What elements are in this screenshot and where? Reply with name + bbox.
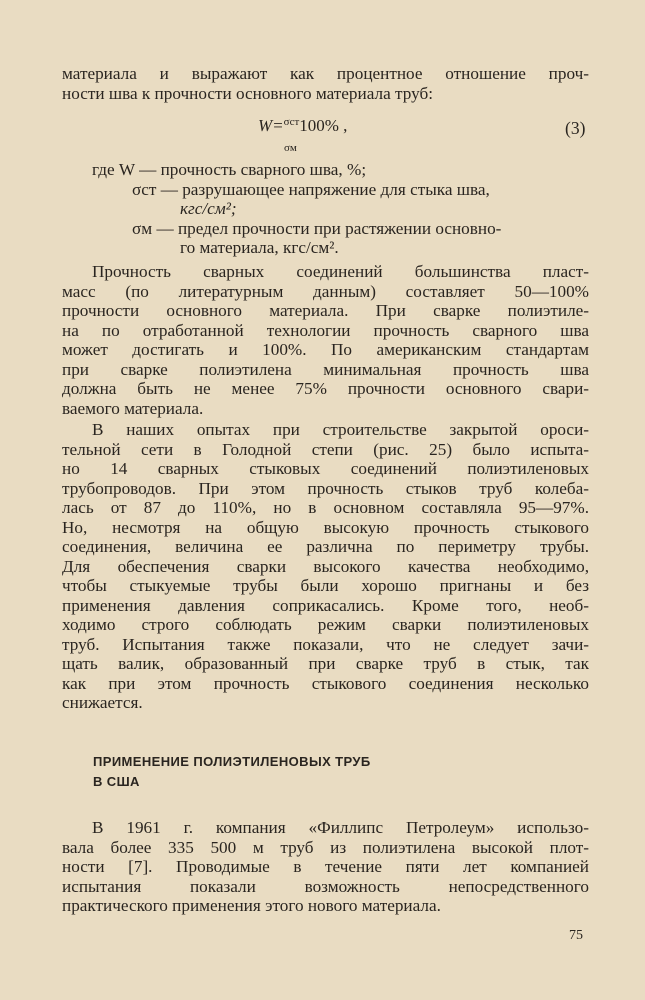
text-line: вала более 335 500 м труб из полиэтилена высокой плот- <box>62 837 589 857</box>
text-line: щать валик, образованный при сварке труб в стык, так <box>62 654 589 673</box>
formula-lhs: W= <box>258 116 284 135</box>
text-line: труб. Испытания также показали, что не следует зачи- <box>62 634 589 654</box>
text-line: лась от 87 до 110%, но в основном составляла 95—97%. <box>62 498 589 517</box>
definition-item <box>92 219 589 239</box>
definition-item <box>92 160 589 180</box>
definition-text: — предел прочности при растяжении основно- <box>156 218 502 238</box>
text-line: при сварке полиэтилена минимальная прочность шва <box>62 359 589 379</box>
section-heading-line: ПРИМЕНЕНИЕ ПОЛИЭТИЛЕНОВЫХ ТРУБ <box>93 754 371 769</box>
text-line: прочности основного материала. При сварке полиэтиле- <box>62 301 589 320</box>
paragraph-1 <box>62 262 589 418</box>
text-line: Но, несмотря на общую высокую прочность стыкового <box>62 517 589 537</box>
definition-symbol: где W <box>92 160 135 179</box>
section-heading <box>93 752 371 792</box>
definition-symbol: σст <box>132 179 157 199</box>
equation-number: (3) <box>565 118 586 138</box>
text-line: применения давления соприкасались. Кроме того, необ- <box>62 595 589 615</box>
formula <box>258 116 348 154</box>
text-line: может достигать и 100%. По американским стандартам <box>62 340 589 359</box>
text-line: практического применения этого нового материала. <box>62 896 441 915</box>
text-line: как при этом прочность стыкового соединения несколько <box>62 673 589 693</box>
text-line: на по отработанной технологии прочность сварного шва <box>62 320 589 340</box>
text-line: трубопроводов. При этом прочность стыков труб колеба- <box>62 478 589 498</box>
definition-continuation: го материала, кгс/см². <box>180 238 339 257</box>
formula-denominator: σм <box>284 142 297 154</box>
section-heading-line: В США <box>93 774 140 789</box>
text-line: Для обеспечения сварки высокого качества необходимо, <box>62 556 589 576</box>
definition-continuation: кгс/см²; <box>180 199 237 218</box>
paragraph-3 <box>62 818 589 916</box>
definition-text: — прочность сварного шва, %; <box>139 160 367 179</box>
text-line: тельной сети в Голодной степи (рис. 25) было испыта- <box>62 439 589 459</box>
definition-item <box>92 180 589 200</box>
text-line: но 14 сварных стыковых соединений полиэтиленовых <box>62 459 589 478</box>
text-line: должна быть не менее 75% прочности основного свари- <box>62 379 589 398</box>
page-number: 75 <box>569 928 583 943</box>
text-line: ности шва к прочности основного материала труб: <box>62 83 433 103</box>
text-line: чтобы стыкуемые трубы были хорошо пригнаны и без <box>62 576 589 595</box>
text-line: материала и выражают как процентное отношение проч- <box>62 64 589 83</box>
text-line: испытания показали возможность непосредственного <box>62 876 589 896</box>
text-line: Прочность сварных соединений большинства пласт- <box>92 262 589 281</box>
text-line: ходимо строго соблюдать режим сварки полиэтиленовых <box>62 615 589 634</box>
text-line: ности [7]. Проводимые в течение пяти лет компанией <box>62 857 589 876</box>
paragraph-2 <box>62 420 589 713</box>
intro-text <box>62 64 589 103</box>
text-line: В 1961 г. компания «Филлипс Петролеум» использо- <box>92 818 589 837</box>
text-line: масс (по литературным данным) составляет 50—100% <box>62 281 589 301</box>
definitions-list <box>92 160 589 258</box>
text-line: соединения, величина ее различна по периметру трубы. <box>62 537 589 556</box>
definition-text: — разрушающее напряжение для стыка шва, <box>160 179 490 199</box>
text-line: снижается. <box>62 693 143 712</box>
formula-numerator: σст <box>283 116 300 128</box>
definition-symbol: σм <box>132 218 153 238</box>
formula-rhs: 100% , <box>299 116 348 135</box>
text-line: В наших опытах при строительстве закрытой ороси- <box>92 420 589 439</box>
text-line: ваемого материала. <box>62 398 204 418</box>
